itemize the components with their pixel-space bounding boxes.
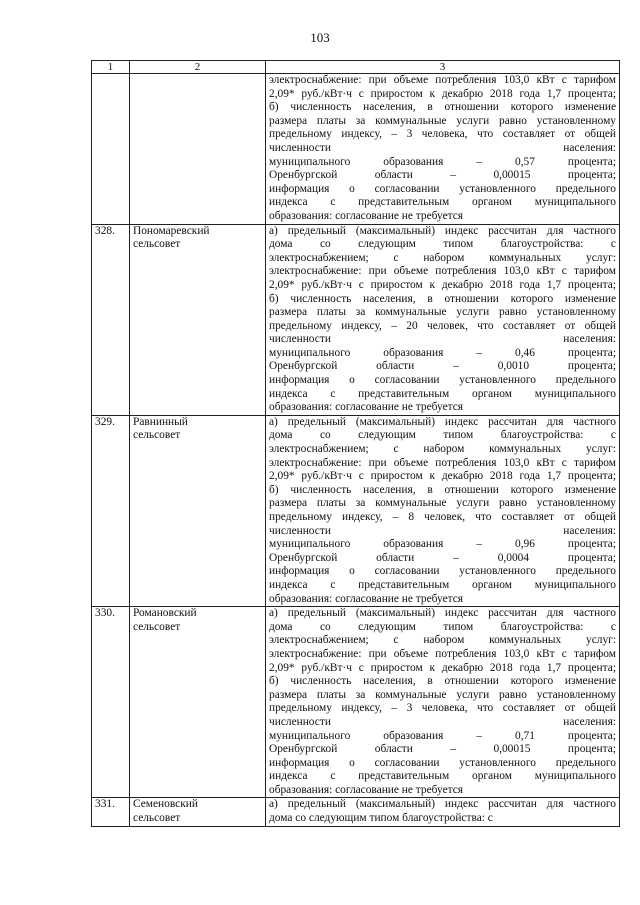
text-line: предельному индексу, – 8 человек, что составляет от общей [269,511,616,523]
table-row [92,415,620,606]
text-line: б) численность населения, в отношении которого изменение [269,675,616,688]
table-row [92,607,620,798]
municipality-name-line: сельсовет [133,620,181,633]
text-line: 2,09* руб./кВт·ч с приростом к декабрю 2018 года 1,7 процента; [269,661,616,674]
text-line: образования: согласование не требуется [269,401,464,414]
text-line: предельному индексу, – 3 человека, что составляет от общей [269,128,616,141]
text-line: Оренбургской области – 0,00015 процента; [269,169,616,182]
row-description [266,224,620,415]
text-line: Оренбургской области – 0,0004 процента; [269,551,616,564]
text-line: образования: согласование не требуется [269,592,464,605]
text-line: б) численность населения, в отношении которого изменение [269,292,616,305]
text-line: 2,09* руб./кВт·ч с приростом к декабрю 2018 года 1,7 процента; [269,278,616,291]
column-header: 2 [130,61,266,74]
text-line: а) предельный (максимальный) индекс рассчитан для частного [269,224,616,237]
text-line: электроснабжением; с набором коммунальных услуг: [269,251,616,264]
municipality-name-line: Пономаревский [133,224,210,237]
municipality-name-line: Семеновский [133,798,198,811]
text-line: 2,09* руб./кВт·ч с приростом к декабрю 2018 года 1,7 процента; [269,87,616,100]
row-municipality [130,224,266,415]
table-header-row [92,61,620,74]
row-municipality [130,415,266,606]
text-line: информация о согласовании установленного предельного [269,374,616,387]
table-row [92,224,620,415]
municipality-name-line: сельсовет [133,812,181,825]
text-line: б) численность населения, в отношении которого изменение [269,483,616,496]
text-line: а) предельный (максимальный) индекс рассчитан для частного [269,607,616,620]
text-line: индекса с представительным органом муниципального [269,196,616,209]
index-table [91,60,620,827]
text-line: образования: согласование не требуется [269,209,464,222]
text-line: дома со следующим типом благоустройства: с [269,429,616,442]
text-line: численности населения: [269,141,616,154]
text-line: муниципального образования – 0,96 процента; [269,538,616,551]
table-row [92,798,620,826]
text-line: а) предельный (максимальный) индекс рассчитан для частного [269,798,616,811]
municipality-name-line: Романовский [133,607,197,620]
text-line: Оренбургской области – 0,0010 процента; [269,360,616,373]
text-line: электроснабжение: при объеме потребления 103,0 кВт с тарифом [269,647,616,660]
text-line: размера платы за коммунальные услуги равно установленному [269,688,616,701]
text-line: электроснабжением; с набором коммунальных услуг: [269,443,616,456]
text-line: дома со следующим типом благоустройства: с [269,238,616,251]
text-line: Оренбургской области – 0,00015 процента; [269,743,616,756]
text-line: индекса с представительным органом муниципального [269,770,616,783]
row-number: 328. [92,224,130,415]
column-header: 3 [266,61,620,74]
text-line: размера платы за коммунальные услуги равно установленному [269,114,616,127]
text-line: численности населения: [269,715,616,728]
page-number: 103 [310,30,330,45]
text-line: электроснабжение: при объеме потребления 103,0 кВт с тарифом [269,265,616,278]
text-line: 2,09* руб./кВт·ч с приростом к декабрю 2018 года 1,7 процента; [269,470,616,483]
row-number: 329. [92,415,130,606]
row-municipality [130,74,266,225]
row-description [266,607,620,798]
text-line: б) численность населения, в отношении которого изменение [269,101,616,114]
row-number [92,74,130,225]
text-line: а) предельный (максимальный) индекс рассчитан для частного [269,415,616,428]
text-line: информация о согласовании установленного предельного [269,756,616,769]
text-line: дома со следующим типом благоустройства: с [269,620,616,633]
text-line: электроснабжением; с набором коммунальных услуг: [269,634,616,647]
municipality-name-line: сельсовет [133,429,181,442]
row-description [266,74,620,225]
column-header: 1 [92,61,130,74]
text-line: размера платы за коммунальные услуги равно установленному [269,306,616,319]
row-description [266,798,620,826]
text-line: индекса с представительным органом муниципального [269,578,616,591]
text-line: электроснабжение: при объеме потребления 103,0 кВт с тарифом [269,456,616,469]
row-municipality [130,798,266,826]
municipality-name-line: Равнинный [133,415,188,428]
text-line: численности населения: [269,333,616,346]
row-description [266,415,620,606]
municipality-name-line: сельсовет [133,238,181,251]
text-line: образования: согласование не требуется [269,783,464,796]
text-line: информация о согласовании установленного предельного [269,182,616,195]
text-line: индекса с представительным органом муниципального [269,387,616,400]
text-line: численности населения: [269,524,616,537]
text-line: муниципального образования – 0,71 процента; [269,729,616,742]
row-municipality [130,607,266,798]
text-line: дома со следующим типом благоустройства: с [269,812,493,825]
text-line: предельному индексу, – 3 человека, что составляет от общей [269,702,616,715]
text-line: муниципального образования – 0,46 процента; [269,346,616,359]
text-line: информация о согласовании установленного предельного [269,565,616,578]
text-line: предельному индексу, – 20 человек, что составляет от общей [269,319,616,332]
text-line: электроснабжение: при объеме потребления 103,0 кВт с тарифом [269,74,616,86]
row-number: 331. [92,798,130,826]
continuation-row [92,74,620,225]
text-line: размера платы за коммунальные услуги равно установленному [269,497,616,510]
row-number: 330. [92,607,130,798]
text-line: муниципального образования – 0,57 процента; [269,155,616,168]
